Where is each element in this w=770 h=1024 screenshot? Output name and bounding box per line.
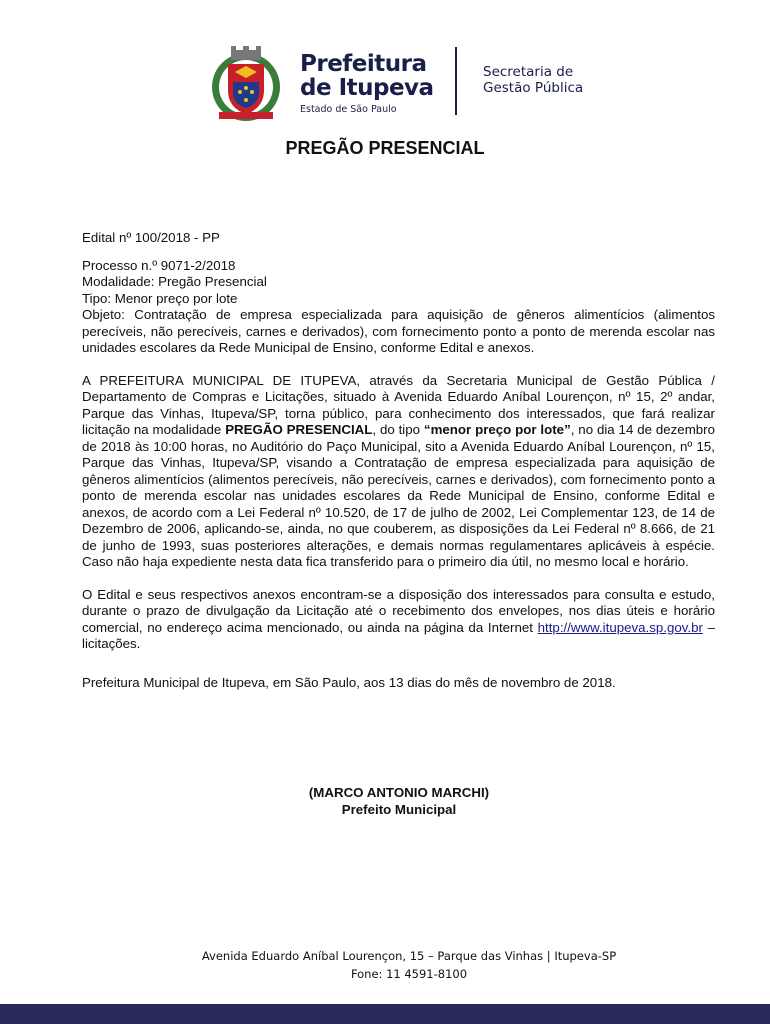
secretaria-line-1: Secretaria de <box>483 64 574 80</box>
consulta-paragraph <box>82 587 715 653</box>
document-body <box>82 230 715 691</box>
footer-address: Avenida Eduardo Aníbal Lourençon, 15 – Parque das Vinhas | Itupeva-SP <box>201 949 617 963</box>
footer <box>0 947 770 983</box>
signatory-name: (MARCO ANTONIO MARCHI) <box>308 785 490 800</box>
processo-number: Processo n.º 9071-2/2018 <box>82 257 236 273</box>
aviso-text-3: , no dia 14 de dezembro de 2018 às 10:00 horas, no Auditório do Paço Municipal, sito a Avenida Eduardo Aníbal Lourençon, nº 15, Parque das Vinhas, Itupeva/SP, visando a Contratação de empresa especializada para aquisição de gêneros alimentícios (alimentos perecíveis, não perecíveis, carnes e derivados), com fornecimento ponto a ponto de merenda escolar nas unidades escolares da Rede Municipal de Ensino, conforme Edital e anexos, de acordo com a Lei Federal nº 10.520, de 17 de julho de 2002, Lei Complementar 123, de 14 de Dezembro de 2006, aplicando-se, ainda, no que couberem, as disposições da Lei Federal nº 8.666, de 21 de junho de 1993, suas posteriores alterações, e demais normas regulamentares aplicáveis à espécie. Caso não haja expediente nesta data fica transferido para o primeiro dia útil, no mesmo local e horário. <box>82 422 715 569</box>
consulta-after: – licitações. <box>82 619 716 651</box>
consulta-text: O Edital e seus respectivos anexos encontram-se a disposição dos interessados para consulta e estudo, durante o prazo de divulgação da Licitação até o recebimento dos envelopes, nos dias úteis e horário comercial, no endereço acima mencionado, ou ainda na página da Internet <box>82 586 715 635</box>
aviso-text-1: A PREFEITURA MUNICIPAL DE ITUPEVA, através da Secretaria Municipal de Gestão Pública / Departamento de Compras e Licitações, situado à Avenida Eduardo Aníbal Lourençon, nº 15, 2º andar, Parque das Vinhas, Itupeva/SP, torna público, para conhecimento dos interessados, que fará realizar licitação na modalidade <box>82 372 715 437</box>
signatory-role: Prefeito Municipal <box>341 801 457 817</box>
aviso-paragraph <box>82 373 715 571</box>
edital-number: Edital nº 100/2018 - PP <box>82 230 220 245</box>
header-divider <box>455 47 457 115</box>
signature-block <box>0 785 770 818</box>
aviso-text-2: , do tipo <box>372 422 424 437</box>
aviso-bold-modalidade: PREGÃO PRESENCIAL <box>225 422 373 437</box>
footer-bar <box>0 1004 770 1024</box>
aviso-bold-tipo: “menor preço por lote” <box>423 422 571 437</box>
modalidade: Modalidade: Pregão Presencial <box>82 274 267 289</box>
secretaria-line-2: Gestão Pública <box>483 80 584 96</box>
brand-line-2: de Itupeva <box>300 75 434 101</box>
coat-of-arms-icon <box>205 42 287 124</box>
website-link[interactable]: http://www.itupeva.sp.gov.br <box>537 619 703 635</box>
local-data: Prefeitura Municipal de Itupeva, em São Paulo, aos 13 dias do mês de novembro de 2018. <box>82 674 616 690</box>
brand-line-1: Prefeitura <box>300 51 427 77</box>
brand-state: Estado de São Paulo <box>300 104 397 115</box>
letterhead <box>205 42 605 127</box>
document-title: PREGÃO PRESENCIAL <box>285 138 485 158</box>
brand-title <box>300 52 434 100</box>
objeto: Objeto: Contratação de empresa especializada para aquisição de gêneros alimentícios (alimentos perecíveis, não perecíveis, carnes e derivados), com fornecimento ponto a ponto de merenda escolar nas unidades escolares da Rede Municipal de Ensino, conforme Edital e anexos. <box>82 307 715 355</box>
secretaria-label <box>483 64 583 96</box>
footer-phone: Fone: 11 4591-8100 <box>350 967 468 981</box>
tipo: Tipo: Menor preço por lote <box>82 290 238 306</box>
